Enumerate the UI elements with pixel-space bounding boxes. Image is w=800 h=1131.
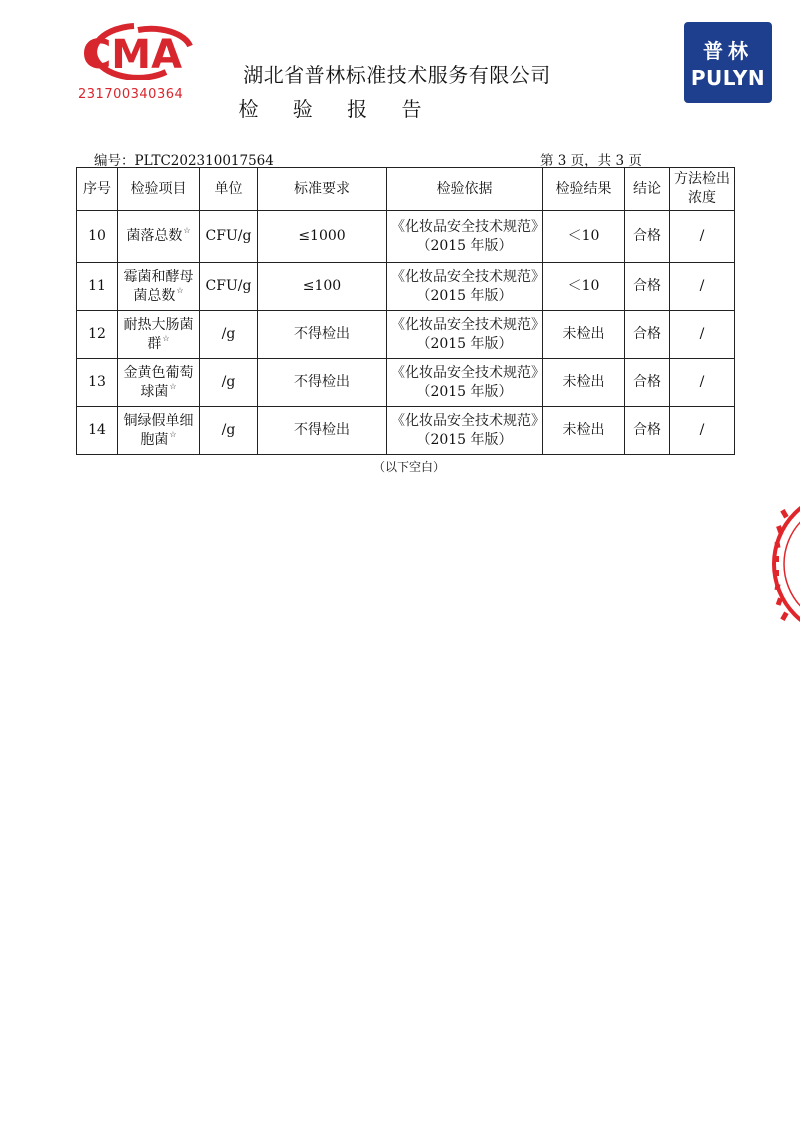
row-result: ＜10 <box>543 211 625 263</box>
row-no: 12 <box>77 311 118 359</box>
row-basis: 《化妆品安全技术规范》（2015 年版） <box>387 263 543 311</box>
row-lod: / <box>670 211 735 263</box>
star-mark: ☆ <box>176 285 184 295</box>
row-item <box>118 359 200 407</box>
company-name: 湖北省普林标准技术服务有限公司 <box>243 63 551 87</box>
row-basis: 《化妆品安全技术规范》（2015 年版） <box>387 359 543 407</box>
item-name: 菌落总数 <box>126 228 183 244</box>
row-conclusion: 合格 <box>625 407 670 455</box>
page-indicator: 第 3 页，共 3 页 <box>540 153 642 169</box>
brand-name-en: PULYN <box>690 66 766 90</box>
row-unit: /g <box>200 311 258 359</box>
table-row <box>77 359 735 407</box>
col-header-lod: 方法检出浓度 <box>670 168 735 211</box>
cma-logo <box>74 18 194 80</box>
row-basis: 《化妆品安全技术规范》（2015 年版） <box>387 311 543 359</box>
row-unit: CFU/g <box>200 211 258 263</box>
cma-logo-text: CMA <box>81 32 183 78</box>
item-name: 霉菌和酵母菌总数 <box>123 268 194 304</box>
row-item <box>118 211 200 263</box>
table-row <box>77 407 735 455</box>
report-title: 检 验 报 告 <box>238 97 436 121</box>
row-unit: CFU/g <box>200 263 258 311</box>
row-result: 未检出 <box>543 359 625 407</box>
table-row <box>77 211 735 263</box>
row-requirement: ≤100 <box>258 263 387 311</box>
row-conclusion: 合格 <box>625 263 670 311</box>
star-mark: ☆ <box>169 429 177 439</box>
row-conclusion: 合格 <box>625 359 670 407</box>
star-mark: ☆ <box>183 226 191 235</box>
col-header-unit: 单位 <box>200 168 258 211</box>
row-item <box>118 263 200 311</box>
star-mark: ☆ <box>169 381 177 391</box>
item-name: 铜绿假单细胞菌 <box>123 412 194 448</box>
row-requirement: 不得检出 <box>258 311 387 359</box>
row-basis: 《化妆品安全技术规范》（2015 年版） <box>387 211 543 263</box>
row-result: ＜10 <box>543 263 625 311</box>
row-no: 10 <box>77 211 118 263</box>
row-item <box>118 407 200 455</box>
col-header-requirement: 标准要求 <box>258 168 387 211</box>
report-number: 编号：PLTC202310017564 <box>94 153 274 169</box>
row-no: 14 <box>77 407 118 455</box>
col-header-item: 检验项目 <box>118 168 200 211</box>
row-requirement: 不得检出 <box>258 359 387 407</box>
table-row <box>77 311 735 359</box>
cma-certificate-number: 231700340364 <box>78 87 184 102</box>
table-row <box>77 263 735 311</box>
blank-below-note: （以下空白） <box>373 460 446 474</box>
row-conclusion: 合格 <box>625 311 670 359</box>
col-header-no: 序号 <box>77 168 118 211</box>
company-seal-stamp <box>768 488 800 640</box>
row-requirement: 不得检出 <box>258 407 387 455</box>
star-mark: ☆ <box>162 333 170 343</box>
row-lod: / <box>670 359 735 407</box>
row-unit: /g <box>200 407 258 455</box>
pulyn-brand-logo <box>684 22 772 103</box>
table-header-row <box>77 168 735 211</box>
row-lod: / <box>670 407 735 455</box>
row-lod: / <box>670 311 735 359</box>
row-unit: /g <box>200 359 258 407</box>
row-requirement: ≤1000 <box>258 211 387 263</box>
item-name: 金黄色葡萄球菌 <box>123 364 194 400</box>
row-no: 11 <box>77 263 118 311</box>
row-no: 13 <box>77 359 118 407</box>
row-item <box>118 311 200 359</box>
row-conclusion: 合格 <box>625 211 670 263</box>
row-basis: 《化妆品安全技术规范》（2015 年版） <box>387 407 543 455</box>
col-header-result: 检验结果 <box>543 168 625 211</box>
row-result: 未检出 <box>543 407 625 455</box>
row-lod: / <box>670 263 735 311</box>
brand-name-cn: 普林 <box>703 39 753 63</box>
results-table <box>76 167 735 455</box>
col-header-basis: 检验依据 <box>387 168 543 211</box>
item-name: 耐热大肠菌群 <box>123 316 194 352</box>
row-result: 未检出 <box>543 311 625 359</box>
col-header-conclusion: 结论 <box>625 168 670 211</box>
